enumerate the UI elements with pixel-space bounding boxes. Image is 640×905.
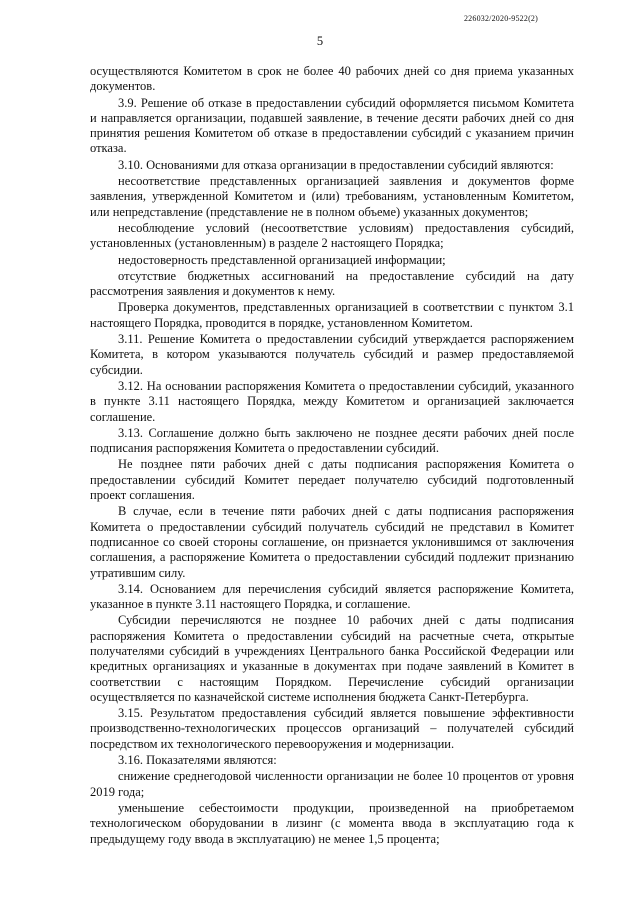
refusal-ground-false-info: недостоверность представленной организацией информации; [118, 252, 446, 267]
paragraph-3-9: 3.9. Решение об отказе в предоставлении субсидий оформляется письмом Комитета и направляется организации, подавшей заявление, в течение десяти рабочих дней со дня принятия решения Комитетом об отказе в предоставлении субсидий с указанием причин отказа. [90, 95, 574, 156]
paragraph-3-13: 3.13. Соглашение должно быть заключено не позднее десяти рабочих дней после подписания распоряжения Комитета о предоставлении субсидий. [90, 425, 574, 456]
paragraph-3-10: 3.10. Основаниями для отказа организации в предоставлении субсидий являются: [118, 157, 554, 172]
indicator-headcount: снижение среднегодовой численности организации не более 10 процентов от уровня 2019 года; [90, 769, 574, 799]
document-id: 226032/2020-9522(2) [463, 14, 538, 23]
paragraph-3-12: 3.12. На основании распоряжения Комитета о предоставлении субсидий, указанного в пункте 3.11 настоящего Порядка, между Комитетом и организацией заключается соглашение. [90, 378, 574, 424]
paragraph-draft-agreement: Не позднее пяти рабочих дней с даты подписания распоряжения Комитета о предоставлении субсидий Комитет передает получателю субсидий подготовленный проект соглашения. [90, 457, 574, 503]
paragraph-3-15: 3.15. Результатом предоставления субсидий является повышение эффективности производственно-технологических процессов организаций – получателей субсидий посредством их технологического перевооружения и модернизации. [90, 706, 574, 751]
paragraph-continuation: осуществляются Комитетом в срок не более 40 рабочих дней со дня приема указанных документов. [90, 64, 574, 94]
document-body [90, 64, 574, 848]
paragraph-document-check: Проверка документов, представленных организацией в соответствии с пунктом 3.1 настоящего Порядка, проводится в порядке, установленном Комитетом. [90, 300, 574, 330]
page-number: 5 [316, 34, 324, 48]
paragraph-3-16: 3.16. Показателями являются: [118, 753, 277, 768]
refusal-ground-conditions: несоблюдение условий (несоответствие условиям) предоставления субсидий, установленных (установленным) в разделе 2 настоящего Порядка; [90, 220, 574, 251]
refusal-ground-documents: несоответствие представленных организацией заявления и документов форме заявления, утвержденной Комитетом и (или) требованиям, установленным Комитетом, или непредставление (представление не в полном объеме) указанных документов; [90, 174, 574, 219]
paragraph-3-11: 3.11. Решение Комитета о предоставлении субсидий утверждается распоряжением Комитета, в котором указываются получатель субсидий и размер предоставляемой субсидии. [90, 332, 574, 377]
refusal-ground-no-funds: отсутствие бюджетных ассигнований на предоставление субсидий на дату рассмотрения заявления и документов к нему. [90, 268, 574, 299]
indicator-cost: уменьшение себестоимости продукции, произведенной на приобретаемом технологическом оборудовании в лизинг (с момента ввода в эксплуатацию года к предыдущему году ввода в эксплуатацию) не менее 1,5 процента; [90, 800, 574, 846]
paragraph-transfer: Субсидии перечисляются не позднее 10 рабочих дней с даты подписания распоряжения Комитета о предоставлении субсидий на расчетные счета, открытые получателями субсидий в учреждениях Центрального банка Российской Федерации или кредитных организациях и указанные в документах при подаче заявлений в Комитет в соответствии с настоящим Порядком. Перечисление субсидий организации осуществляется по казначейской системе исполнения бюджета Санкт-Петербурга. [90, 613, 574, 704]
paragraph-evasion: В случае, если в течение пяти рабочих дней с даты подписания распоряжения Комитета о предоставлении субсидий получатель субсидий не представил в Комитет подписанное со своей стороны соглашение, он признается уклонившимся от заключения соглашения, а распоряжение Комитета о предоставлении субсидий подлежит признанию утратившим силу. [90, 504, 574, 580]
paragraph-3-14: 3.14. Основанием для перечисления субсидий является распоряжение Комитета, указанное в пункте 3.11 настоящего Порядка, и соглашение. [90, 581, 574, 612]
